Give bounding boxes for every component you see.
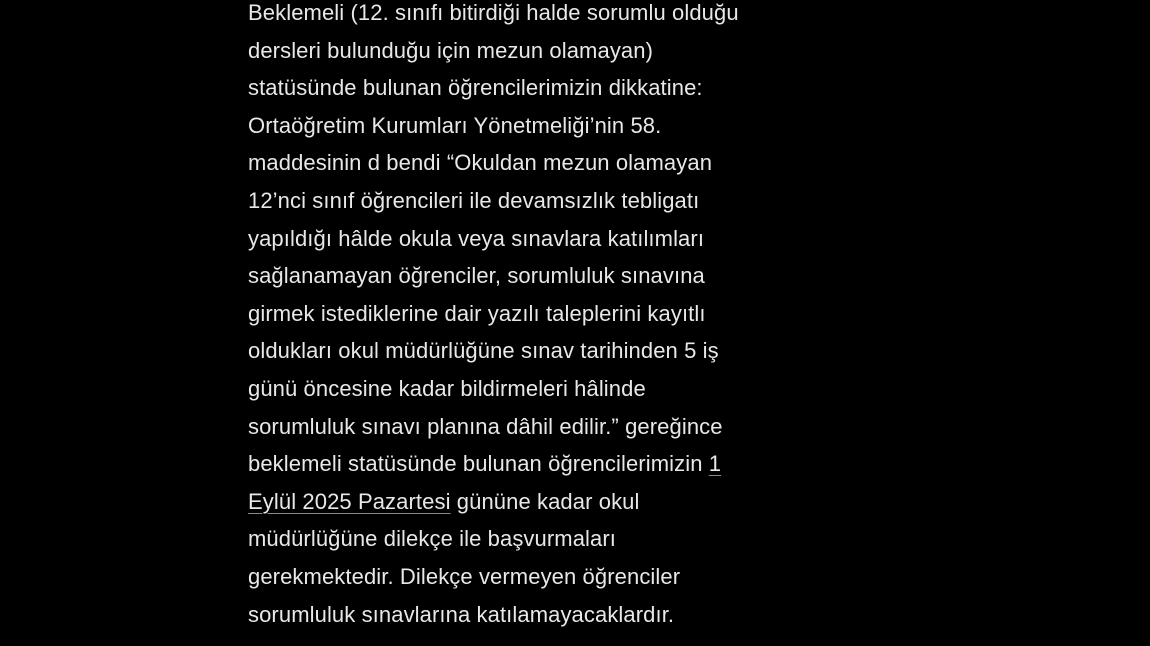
notice-line: maddesinin d bendi “Okuldan mezun olamayan xyxy=(248,150,713,176)
notice-line: müdürlüğüne dilekçe ile başvurmaları xyxy=(248,526,617,552)
notice-line: gerekmektedir. Dilekçe vermeyen öğrenciler xyxy=(248,563,681,589)
notice-line: statüsünde bulunan öğrencilerimizin dikkatine: xyxy=(248,75,703,101)
notice-line: 12’nci sınıf öğrencileri ile devamsızlık tebligatı xyxy=(248,187,700,213)
notice-text xyxy=(248,0,808,633)
notice-line: sağlanamayan öğrenciler, sorumluluk sınavına xyxy=(248,263,705,289)
notice-line xyxy=(248,445,808,483)
line-text: beklemeli statüsünde bulunan öğrencilerimizin xyxy=(248,451,709,477)
notice-line: yapıldığı hâlde okula veya sınavlara katılımları xyxy=(248,225,705,251)
notice-line: Beklemeli (12. sınıfı bitirdiği halde sorumlu olduğu xyxy=(248,0,739,25)
notice-line xyxy=(248,483,808,521)
notice-line: girmek istediklerine dair yazılı taleplerini kayıtlı xyxy=(248,300,706,326)
notice-line: Ortaöğretim Kurumları Yönetmeliği’nin 58. xyxy=(248,112,662,138)
notice-line: sorumluluk sınavlarına katılamayacaklardır. xyxy=(248,601,675,627)
line-text: gününe kadar okul xyxy=(450,488,640,514)
notice-line: sorumluluk sınavı planına dâhil edilir.” gereğince xyxy=(248,413,723,439)
notice-line: dersleri bulunduğu için mezun olamayan) xyxy=(248,37,654,63)
date-link[interactable]: 1 xyxy=(708,451,722,477)
notice-line: oldukları okul müdürlüğüne sınav tarihinden 5 iş xyxy=(248,338,719,364)
date-link[interactable]: Eylül 2025 Pazartesi xyxy=(248,488,451,514)
notice-line: günü öncesine kadar bildirmeleri hâlinde xyxy=(248,375,646,401)
